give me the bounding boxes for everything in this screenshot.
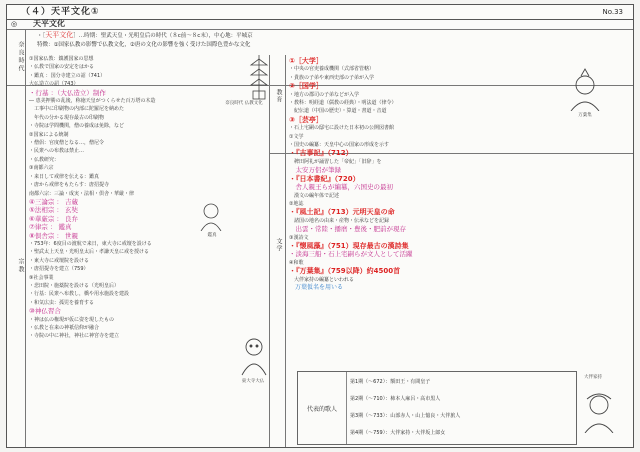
page-number: No.33 (602, 8, 623, 16)
right-line: ・石上宅嗣の邸宅に設けた日本初の公開図書館 (289, 125, 395, 132)
left-line: 工事中に印刷物の内部に陀羅尼を納めた (29, 106, 125, 113)
worksheet-title: （４）天平文化① (21, 7, 100, 17)
left-line: ⑨社会事業 (29, 274, 54, 281)
left-line: ⑤法相宗 ： 玄奘 (29, 206, 78, 215)
right-line: 舎人親王らが編纂，六国史の最初 (289, 183, 393, 192)
worksheet (6, 4, 634, 448)
right-line: ・『万葉集』（759以降）約4500首 (289, 267, 401, 276)
section-mark: ◎ (11, 20, 18, 28)
monk-illustration-icon (197, 201, 225, 231)
poets-row: 第1期（〜672）：額田王・有間皇子 (350, 379, 431, 385)
left-line: ⑥華厳宗 ： 良弁 (29, 214, 78, 223)
left-line: ・寺院の中に神社，神社に神宮寺を建立 (29, 333, 120, 340)
doodle-note-2: 東大寺大仏 (241, 379, 265, 384)
intro-block (37, 31, 627, 50)
right-line: 漢文の編年体で記述 (289, 192, 340, 199)
right-line: ①［大学］ (289, 57, 323, 65)
pagoda-illustration-icon (247, 53, 271, 101)
right-line: 万葉仮名を用いる (289, 283, 344, 291)
left-line: ⑦律宗 ： 鑑真 (29, 223, 72, 232)
left-line: ・悲田院・施薬院を設ける（光明皇后） (29, 282, 120, 289)
right-line: ・『懐風藻』（751）現存最古の漢詩集 (289, 241, 409, 250)
left-line: ①国家仏教：鎮護国家の思想 (29, 56, 94, 62)
mid-label-education: 教育 (275, 89, 282, 103)
right-line: ②地誌 (289, 200, 304, 207)
left-line: ・753年：6度目の渡航で来日，東大寺に戒壇を設ける (29, 240, 152, 247)
courtier-illustration-icon (563, 67, 607, 111)
left-line: ②国家による統制 (29, 131, 69, 138)
right-line: ③［芸亭］ (289, 115, 323, 124)
right-line: 諸国の地名の由来・産物・伝承などを記録 (289, 217, 390, 224)
poets-table-header: 代表的歌人 (298, 372, 347, 444)
right-line: 太安万侶が筆録 (289, 166, 341, 175)
right-line: ・淡海三船・石上宅嗣らが文人として活躍 (289, 250, 413, 259)
section-row (7, 19, 633, 30)
column-divider-2 (285, 55, 286, 447)
left-line: ④三論宗 ： 吉蔵 (29, 197, 78, 206)
doodle-note-3: 鑑真 (207, 233, 217, 238)
intro-keyword: 天平文化 (45, 31, 74, 39)
left-line: ・行基 ：（大仏造立）制作 (29, 88, 106, 97)
right-line: ②［国学］ (289, 82, 323, 91)
doodle-note-4: 万葉集 (578, 113, 592, 118)
left-line: ・行基：民衆へ布教し，橋や用水施設を建設 (29, 291, 130, 298)
left-line: ・仏教で国家の安定をはかる (29, 64, 95, 71)
right-line: ・国史の編纂：天皇中心の国家の形成を示す (289, 142, 390, 149)
left-line: ・唐招提寺を建立（759） (29, 266, 89, 273)
left-line: 年代の分かる現存最古の印刷物 (29, 114, 105, 121)
mid-label-literature: 文学 (275, 238, 282, 252)
right-line: ・『風土記』（713）元明天皇の命 (289, 208, 395, 217)
section-heading: 天平文化 (33, 19, 65, 28)
left-line: ・仏教研究： (29, 156, 60, 163)
doodle-note-5: 大伴家持 (584, 375, 602, 380)
poets-table (297, 371, 577, 445)
right-column (289, 57, 549, 357)
left-line: ・聖武太上天皇・光明皇太后・孝謙天皇に戒を授ける (29, 249, 150, 256)
poets-row: 第3期（〜733）：山部赤人・山上憶良・大伴旅人 (350, 413, 461, 419)
left-line: ③南都六宗 (29, 165, 54, 172)
right-line: ①文学 (289, 133, 304, 140)
right-line: ・中央の官吏養成機関（式部省管轄） (289, 66, 375, 73)
left-line: ・仏教と在来の神祇信仰が融合 (29, 325, 100, 331)
buddha-illustration-icon (237, 335, 271, 377)
column-divider (269, 55, 270, 447)
right-line: ・教科：明経道（儒教の経典）・明法道（律令） (289, 100, 397, 107)
left-line: ⑧倶舎宗 ： 世親 (29, 231, 78, 240)
poets-row: 第2期（〜710）：柿本人麻呂・高市黒人 (350, 396, 441, 402)
left-line: ⑩神仏習合 (29, 307, 61, 316)
poets-row: 第4期（〜759）：大伴家持・大伴坂上郎女 (350, 430, 446, 436)
left-line: ― 恵美押勝の乱後，称徳天皇がつくらせた百万塔の木造 (29, 98, 156, 105)
right-line: ・『日本書紀』（720） (289, 174, 360, 183)
right-line: ④和歌 (289, 259, 304, 266)
title-bar (7, 5, 633, 20)
right-line: 出雲・常陸・播磨・豊後・肥前が現存 (289, 225, 406, 234)
left-line: 南都六宗：三論・成実・法相・倶舎・華厳・律 (29, 190, 135, 197)
right-line: 稗田阿礼が誦習した「帝紀」「旧辞」を (289, 158, 382, 165)
left-line: ・僧侶：官度僧となる…，僧尼令 (29, 140, 105, 147)
right-line: ・貴族の子弟や東西史部の子弟が入学 (289, 74, 375, 81)
right-line: ③漢詩文 (289, 234, 309, 241)
left-line: ・唐から戒律をもたらす：唐招提寺 (29, 182, 110, 189)
left-line: ・民衆への布教は禁止… (29, 148, 85, 155)
poets-table-body (350, 374, 574, 442)
intro-line-1: ・［天平文化］…時期：聖武天皇・光明皇后の時代（８c前〜８c末），中心地：平城京 (37, 31, 253, 39)
side-label-nara: 奈良時代 (7, 29, 26, 85)
left-line: 大仏造立の詔（743） (29, 81, 79, 88)
right-line: 紀伝道（中国の歴史）・算道・書道・音道 (289, 108, 387, 115)
lady-illustration-icon (579, 389, 619, 433)
right-line: ・地方の郡司の子弟などが入学 (289, 91, 360, 98)
right-line: 大伴家持の編纂といわれる (289, 276, 355, 283)
left-column (29, 55, 267, 445)
doodle-note-1: 奈良時代 仏教文化 (225, 101, 263, 106)
left-line: ・鑑真 ：国分寺建立の詔（741） (29, 72, 106, 79)
intro-line-2: 特徴：①国家仏教の影響で仏教文化，②唐の文化の影響を強く受けた国際色豊かな文化 (37, 42, 251, 48)
left-line: ・来日して戒律を伝える：鑑真 (29, 173, 100, 180)
right-line: ・『古事記』（712） (289, 149, 353, 158)
left-line: ・和気広虫：孤児を養育する (29, 299, 95, 306)
side-label-religion: 宗教 (7, 85, 26, 447)
left-line: ・寺院は学問機関，僧の養成は免除，など (29, 123, 125, 130)
left-line: ・東大寺に戒壇院を設ける (29, 257, 90, 264)
left-line: ・神は仏の権現が仮に姿を現したもの (29, 316, 115, 323)
